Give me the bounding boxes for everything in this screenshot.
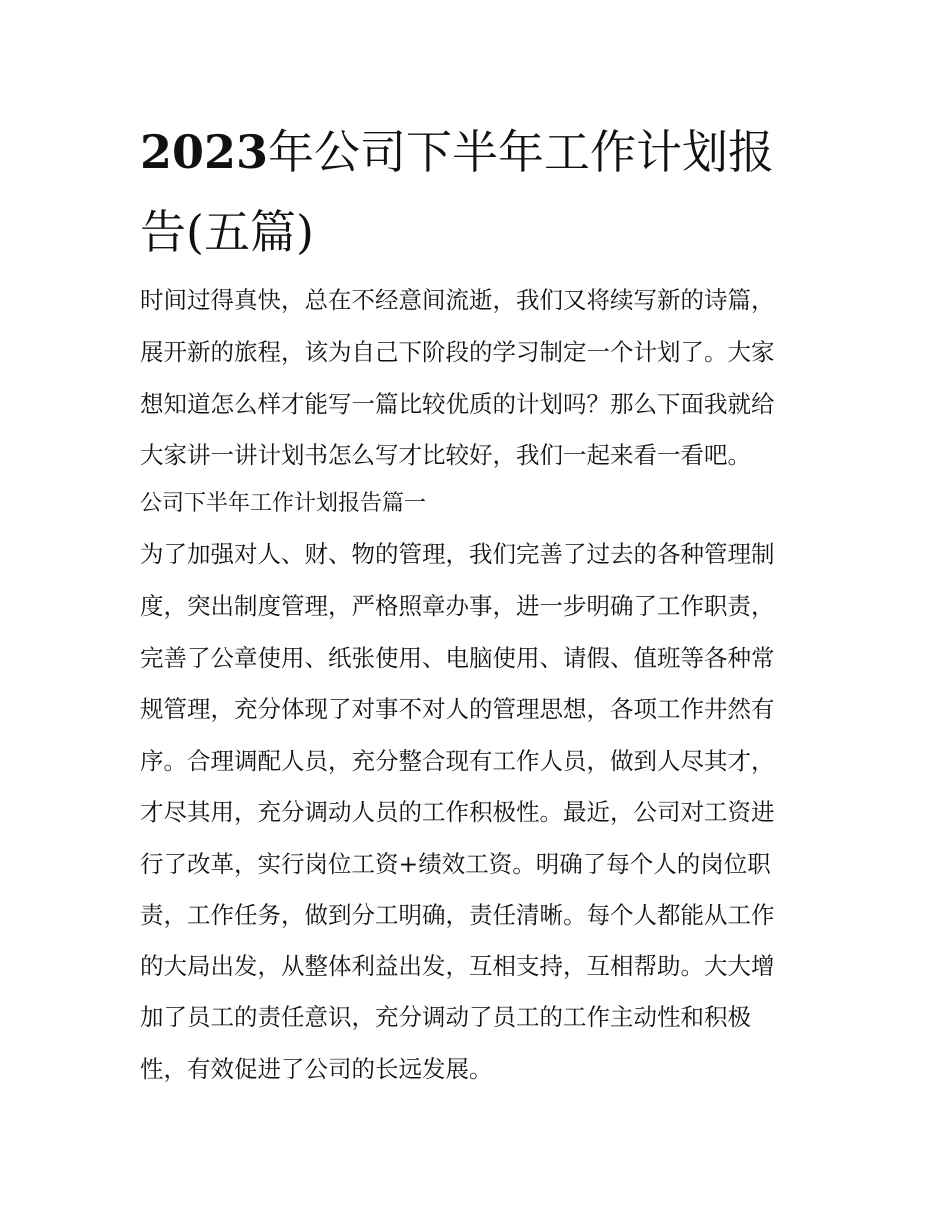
- section-heading: 公司下半年工作计划报告篇一: [140, 491, 427, 516]
- paragraph-line: 序。合理调配人员，充分整合现有工作人员，做到人尽其才，: [140, 747, 775, 775]
- intro-line: 大家讲一讲计划书怎么写才比较好，我们一起来看一看吧。: [140, 441, 751, 469]
- intro-line: 展开新的旅程，该为自己下阶段的学习制定一个计划了。大家: [140, 338, 775, 366]
- document-title: [140, 112, 820, 272]
- paragraph-line: 为了加强对人、财、物的管理，我们完善了过去的各种管理制: [140, 540, 775, 568]
- title-year: 2023: [140, 125, 269, 179]
- title-text: 年公司下半年工作计划报告(五篇): [140, 125, 775, 259]
- paragraph-line: 规管理，充分体现了对事不对人的管理思想，各项工作井然有: [140, 695, 775, 723]
- paragraph-line: 责，工作任务，做到分工明确，责任清晰。每个人都能从工作: [140, 901, 775, 929]
- intro-line: 时间过得真快，总在不经意间流逝，我们又将续写新的诗篇，: [140, 286, 775, 314]
- paragraph-line: 的大局出发，从整体利益出发，互相支持，互相帮助。大大增: [140, 952, 775, 980]
- paragraph-line: 度，突出制度管理，严格照章办事，进一步明确了工作职责，: [140, 592, 775, 620]
- paragraph-line: 行了改革，实行岗位工资+绩效工资。明确了每个人的岗位职: [140, 850, 771, 878]
- paragraph-line: 性，有效促进了公司的长远发展。: [140, 1055, 493, 1083]
- paragraph-line: 完善了公章使用、纸张使用、电脑使用、请假、值班等各种常: [140, 644, 775, 672]
- paragraph-line: 加了员工的责任意识，充分调动了员工的工作主动性和积极: [140, 1003, 751, 1031]
- intro-line: 想知道怎么样才能写一篇比较优质的计划吗？那么下面我就给: [140, 390, 775, 418]
- paragraph-line: 才尽其用，充分调动人员的工作积极性。最近，公司对工资进: [140, 798, 775, 826]
